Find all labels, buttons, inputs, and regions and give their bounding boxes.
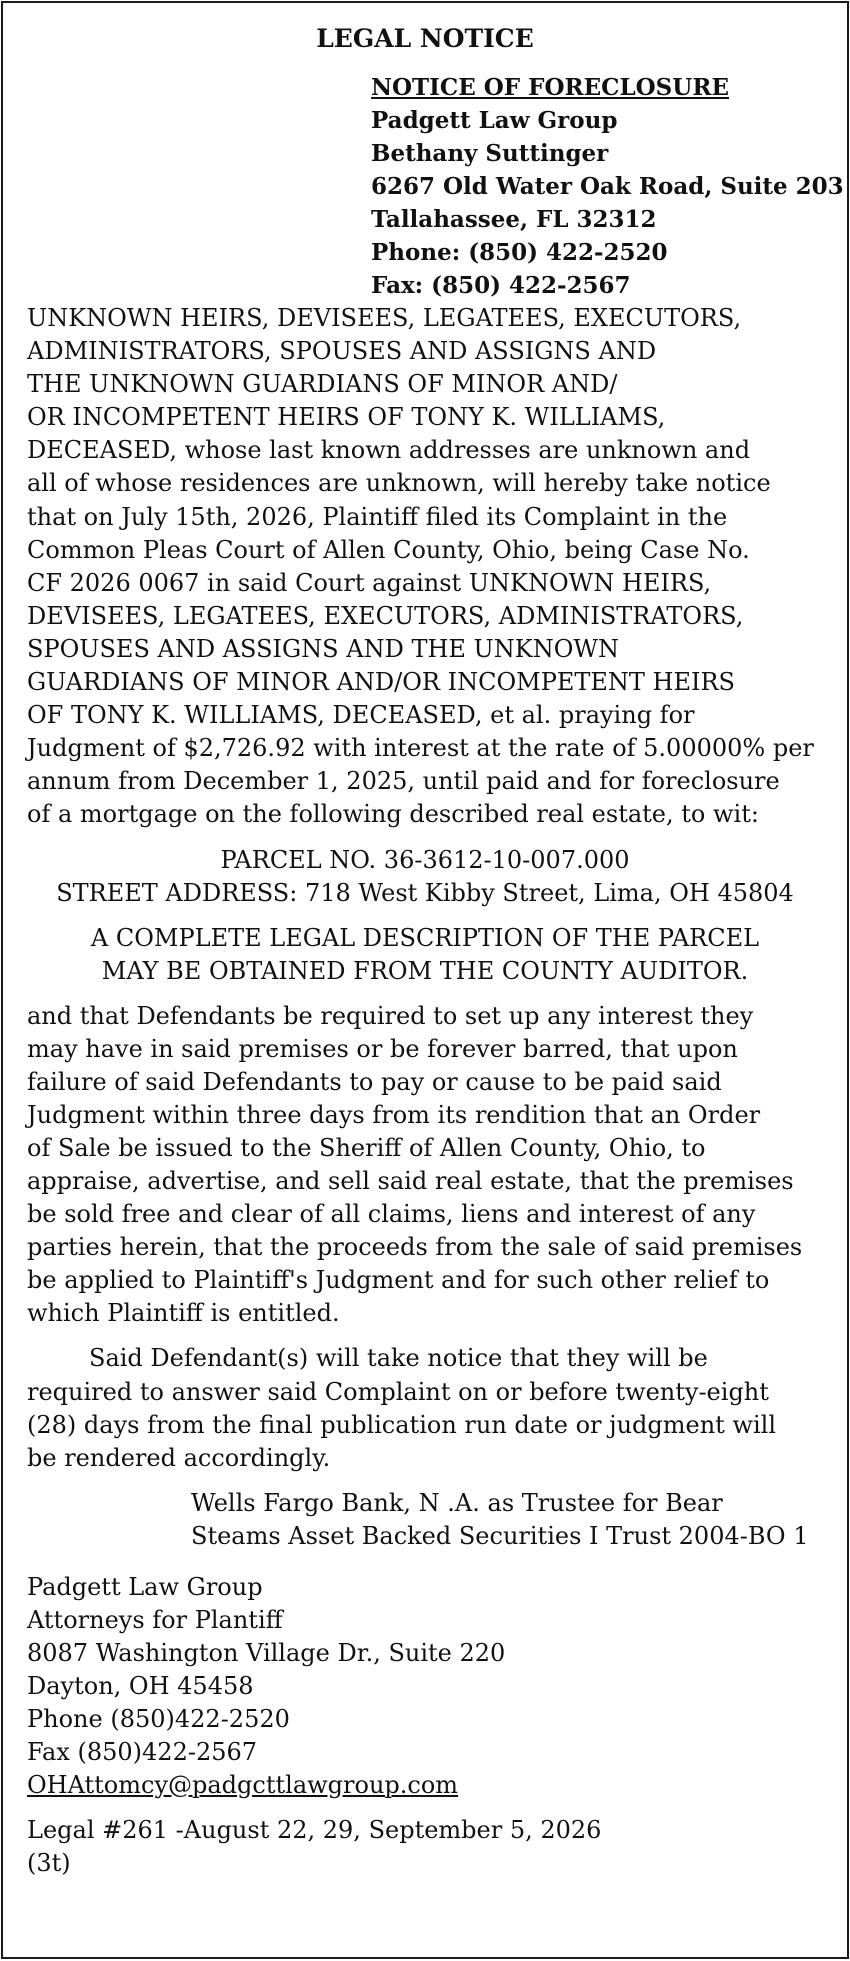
run-count: (3t) [27, 1848, 71, 1877]
parcel-block [27, 844, 823, 910]
body-line: SPOUSES AND ASSIGNS AND THE UNKNOWN [27, 634, 620, 663]
legal-description-block [27, 922, 823, 988]
body-line: UNKNOWN HEIRS, DEVISEES, LEGATEES, EXECUTORS, [27, 304, 742, 332]
attorney-phone: Phone (850)422-2520 [27, 1704, 290, 1733]
plaintiff-block [191, 1487, 823, 1553]
header-address-line2: Tallahassee, FL 32312 [371, 206, 657, 233]
body-line: GUARDIANS OF MINOR AND/OR INCOMPETENT HEIRS [27, 668, 735, 697]
answer-paragraph [27, 1342, 823, 1474]
body-line: DECEASED, whose last known addresses are unknown and [27, 436, 751, 465]
parcel-number: PARCEL NO. 36-3612-10-007.000 [220, 845, 630, 874]
body-line: ADMINISTRATORS, SPOUSES AND ASSIGNS AND [27, 337, 657, 366]
body-line: CF 2026 0067 in said Court against UNKNOWN HEIRS, [27, 568, 712, 597]
foreclosure-heading: NOTICE OF FORECLOSURE [371, 74, 729, 101]
legal-description-line: MAY BE OBTAINED FROM THE COUNTY AUDITOR. [101, 956, 749, 985]
requirements-line: and that Defendants be required to set up any interest they [27, 1001, 754, 1030]
requirements-line: may have in said premises or be forever barred, that upon [27, 1034, 738, 1063]
publication-footer [27, 1814, 823, 1880]
answer-line: (28) days from the final publication run date or judgment will [27, 1410, 777, 1439]
header-fax: Fax: (850) 422-2567 [371, 272, 631, 299]
header-phone: Phone: (850) 422-2520 [371, 239, 668, 266]
header-address-line1: 6267 Old Water Oak Road, Suite 203 [371, 173, 844, 200]
notice-title: LEGAL NOTICE [316, 24, 534, 53]
body-line: OR INCOMPETENT HEIRS OF TONY K. WILLIAMS, [27, 403, 666, 432]
attorney-fax: Fax (850)422-2567 [27, 1737, 258, 1766]
header-firm-block [371, 71, 844, 302]
body-line: all of whose residences are unknown, will hereby take notice [27, 469, 771, 498]
body-line: annum from December 1, 2025, until paid and for foreclosure [27, 767, 780, 796]
requirements-line: be sold free and clear of all claims, liens and interest of any [27, 1200, 756, 1229]
requirements-paragraph [27, 1000, 823, 1331]
legal-description-line: A COMPLETE LEGAL DESCRIPTION OF THE PARCEL [90, 923, 760, 952]
requirements-line: be applied to Plaintiff's Judgment and for such other relief to [27, 1266, 770, 1295]
plaintiff-line: Wells Fargo Bank, N .A. as Trustee for Bear [191, 1488, 723, 1517]
body-line: DEVISEES, LEGATEES, EXECUTORS, ADMINISTRATORS, [27, 601, 744, 630]
attorney-firm: Padgett Law Group [27, 1572, 263, 1601]
requirements-line: of Sale be issued to the Sheriff of Allen County, Ohio, to [27, 1133, 706, 1162]
requirements-line: appraise, advertise, and sell said real estate, that the premises [27, 1166, 794, 1195]
body-line: Judgment of $2,726.92 with interest at the rate of 5.00000% per [27, 734, 814, 763]
attorney-role: Attorneys for Plantiff [27, 1605, 283, 1634]
body-line: OF TONY K. WILLIAMS, DECEASED, et al. praying for [27, 701, 695, 730]
requirements-line: parties herein, that the proceeds from the sale of said premises [27, 1233, 803, 1262]
requirements-line: which Plaintiff is entitled. [27, 1299, 340, 1328]
legal-reference: Legal #261 -August 22, 29, September 5, 2026 [27, 1815, 602, 1844]
plaintiff-line: Steams Asset Backed Securities I Trust 2004-BO 1 [191, 1521, 809, 1550]
requirements-line: Judgment within three days from its rendition that an Order [27, 1100, 761, 1129]
body-line: of a mortgage on the following described real estate, to wit: [27, 800, 759, 829]
legal-notice-document [1, 1, 849, 1959]
attorney-email-link[interactable]: OHAttomcy@padgcttlawgroup.com [27, 1770, 459, 1799]
requirements-line: failure of said Defendants to pay or cause to be paid said [27, 1067, 722, 1096]
attorney-address-line2: Dayton, OH 45458 [27, 1671, 254, 1700]
body-line: that on July 15th, 2026, Plaintiff filed its Complaint in the [27, 502, 728, 531]
header-attorney-name: Bethany Suttinger [371, 140, 609, 167]
notice-body-paragraph [27, 302, 823, 832]
answer-line: be rendered accordingly. [27, 1443, 331, 1472]
header-firm-name: Padgett Law Group [371, 107, 618, 134]
body-line: THE UNKNOWN GUARDIANS OF MINOR AND/ [27, 370, 618, 399]
answer-line: required to answer said Complaint on or before twenty-eight [27, 1377, 769, 1406]
attorney-address-line1: 8087 Washington Village Dr., Suite 220 [27, 1638, 506, 1667]
answer-line: Said Defendant(s) will take notice that they will be [89, 1344, 708, 1373]
attorney-block [27, 1571, 823, 1802]
body-line: Common Pleas Court of Allen County, Ohio, being Case No. [27, 535, 750, 564]
street-address: STREET ADDRESS: 718 West Kibby Street, Lima, OH 45804 [56, 878, 794, 907]
